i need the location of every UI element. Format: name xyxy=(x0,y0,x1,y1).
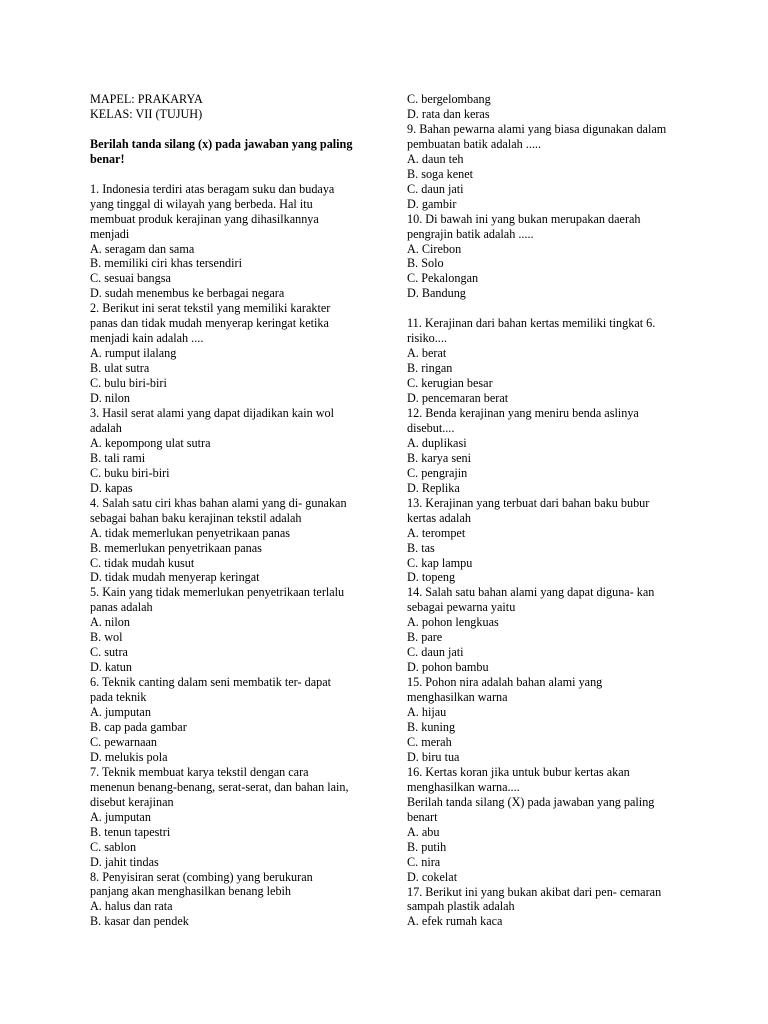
option-line: D. nilon xyxy=(90,391,130,406)
question-line: pengrajin batik adalah ..... xyxy=(407,226,534,241)
text-line xyxy=(90,122,375,137)
option-line: B. tenun tapestri xyxy=(90,824,171,839)
option-line: A. abu xyxy=(407,824,440,839)
question-line: menghasilkan warna xyxy=(407,690,508,705)
option-line: C. pengrajin xyxy=(407,465,468,480)
option-line: C. buku biri-biri xyxy=(90,465,170,480)
question-line: 17. Berikut ini yang bukan akibat dari pen- cemaran xyxy=(407,884,662,899)
question-line: 1. Indonesia terdiri atas beragam suku dan budaya xyxy=(90,181,335,196)
option-line: B. cap pada gambar xyxy=(90,720,187,734)
option-line: C. bulu biri-biri xyxy=(90,376,167,391)
question-line: 2. Berikut ini serat tekstil yang memiliki karakter xyxy=(90,301,331,316)
question-line: pembuatan batik adalah ..... xyxy=(407,136,542,151)
option-line: C. daun jati xyxy=(407,645,464,660)
left-column xyxy=(90,92,375,929)
question-line: panas adalah xyxy=(90,600,153,615)
option-line: C. nira xyxy=(407,854,441,869)
option-line: D. cokelat xyxy=(407,869,458,884)
question-line: 10. Di bawah ini yang bukan merupakan daerah xyxy=(407,211,641,226)
option-line: A. jumputan xyxy=(90,809,151,824)
option-line: A. hijau xyxy=(407,705,447,720)
option-line: C. kap lampu xyxy=(407,555,473,570)
instruction-line: benart xyxy=(407,809,438,824)
question-line: sebagai pewarna yaitu xyxy=(407,600,516,615)
option-line: A. duplikasi xyxy=(407,435,467,450)
option-line: A. seragam dan sama xyxy=(90,241,195,256)
subject-line: MAPEL: PRAKARYA xyxy=(90,92,203,106)
option-line: C. sablon xyxy=(90,839,137,854)
question-line: panas dan tidak mudah menyerap keringat ketika xyxy=(90,316,329,331)
option-line: B. ringan xyxy=(407,361,453,376)
question-line: menenun benang-benang, serat-serat, dan bahan lain, xyxy=(90,779,349,794)
question-line: pada teknik xyxy=(90,690,147,705)
right-column xyxy=(407,92,692,929)
option-line: D. biru tua xyxy=(407,749,460,764)
option-line: A. kepompong ulat sutra xyxy=(90,435,211,450)
option-line: A. pohon lengkuas xyxy=(407,615,499,630)
question-line: menjadi kain adalah .... xyxy=(90,331,204,346)
option-line: C. Pekalongan xyxy=(407,271,479,286)
question-line: adalah xyxy=(90,420,122,435)
question-line: 16. Kertas koran jika untuk bubur kertas akan xyxy=(407,764,630,779)
question-line: 13. Kerajinan yang terbuat dari bahan baku bubur xyxy=(407,495,650,510)
option-line: B. memiliki ciri khas tersendiri xyxy=(90,256,242,271)
option-line: D. gambir xyxy=(407,196,457,211)
option-line: B. putih xyxy=(407,839,447,854)
option-line: D. tidak mudah menyerap keringat xyxy=(90,570,260,585)
option-line: C. merah xyxy=(407,734,452,749)
option-line: B. tas xyxy=(407,540,435,555)
instruction-line: Berilah tanda silang (X) pada jawaban yang paling xyxy=(407,794,655,809)
option-line: D. pencemaran berat xyxy=(407,391,509,406)
option-line: A. berat xyxy=(407,346,447,361)
option-line: A. rumput ilalang xyxy=(90,346,177,361)
option-line: B. Solo xyxy=(407,256,444,271)
option-line: B. kuning xyxy=(407,720,456,735)
option-line: D. pohon bambu xyxy=(407,660,489,675)
question-line: sampah plastik adalah xyxy=(407,899,515,914)
option-line: B. ulat sutra xyxy=(90,361,150,376)
option-line: C. sutra xyxy=(90,645,128,660)
text-line xyxy=(407,301,692,316)
option-line: D. melukis pola xyxy=(90,749,168,764)
option-line: B. tali rami xyxy=(90,450,146,465)
option-line: C. pewarnaan xyxy=(90,734,158,749)
question-line: 7. Teknik membuat karya tekstil dengan cara xyxy=(90,764,309,779)
question-line: panjang akan menghasilkan benang lebih xyxy=(90,884,292,899)
question-line: disebut kerajinan xyxy=(90,794,174,809)
class-line: KELAS: VII (TUJUH) xyxy=(90,106,203,121)
instruction-line: Berilah tanda silang (x) pada jawaban yang paling xyxy=(90,136,353,151)
question-line: 14. Salah satu bahan alami yang dapat diguna- kan xyxy=(407,585,655,600)
question-line: 9. Bahan pewarna alami yang biasa digunakan dalam xyxy=(407,121,667,136)
option-line: D. rata dan keras xyxy=(407,106,490,121)
question-line: 5. Kain yang tidak memerlukan penyetrikaan terlalu xyxy=(90,585,345,600)
question-line: membuat produk kerajinan yang dihasilkannya xyxy=(90,211,319,226)
option-line: B. soga kenet xyxy=(407,166,474,181)
question-line: menghasilkan warna.... xyxy=(407,779,520,794)
option-line: B. kasar dan pendek xyxy=(90,914,189,929)
option-line: A. Cirebon xyxy=(407,241,462,256)
option-line: D. jahit tindas xyxy=(90,854,159,869)
question-line: 15. Pohon nira adalah bahan alami yang xyxy=(407,675,603,690)
question-line: 11. Kerajinan dari bahan kertas memiliki tingkat 6. xyxy=(407,316,656,331)
option-line: D. katun xyxy=(90,660,132,675)
question-line: disebut.... xyxy=(407,420,455,435)
question-line: kertas adalah xyxy=(407,510,471,525)
option-line: A. daun teh xyxy=(407,151,464,166)
option-line: D. topeng xyxy=(407,570,456,585)
question-line: 3. Hasil serat alami yang dapat dijadikan kain wol xyxy=(90,405,335,420)
option-line: C. bergelombang xyxy=(407,92,491,106)
option-line: D. Bandung xyxy=(407,286,466,301)
option-line: D. Replika xyxy=(407,480,460,495)
option-line: B. pare xyxy=(407,630,443,645)
option-line: A. nilon xyxy=(90,615,130,630)
option-line: C. tidak mudah kusut xyxy=(90,555,195,570)
question-line: 8. Penyisiran serat (combing) yang berukuran xyxy=(90,869,313,884)
question-line: 4. Salah satu ciri khas bahan alami yang di- gunakan xyxy=(90,495,347,510)
option-line: A. tidak memerlukan penyetrikaan panas xyxy=(90,525,291,540)
option-line: B. memerlukan penyetrikaan panas xyxy=(90,540,262,555)
option-line: C. kerugian besar xyxy=(407,376,493,391)
question-line: yang tinggal di wilayah yang berbeda. Hal itu xyxy=(90,196,313,211)
instruction-line: benar! xyxy=(90,151,125,166)
option-line: A. efek rumah kaca xyxy=(407,914,503,929)
option-line: A. jumputan xyxy=(90,705,151,720)
question-line: risiko.... xyxy=(407,331,447,346)
option-line: C. daun jati xyxy=(407,181,464,196)
question-line: menjadi xyxy=(90,226,130,241)
question-line: 12. Benda kerajinan yang meniru benda aslinya xyxy=(407,406,639,420)
option-line: A. halus dan rata xyxy=(90,899,173,914)
question-line: 6. Teknik canting dalam seni membatik ter- dapat xyxy=(90,675,331,690)
option-line: A. terompet xyxy=(407,525,466,540)
option-line: B. wol xyxy=(90,630,123,645)
question-line: sebagai bahan baku kerajinan tekstil adalah xyxy=(90,510,302,525)
text-line xyxy=(90,167,375,182)
option-line: C. sesuai bangsa xyxy=(90,271,171,286)
option-line: D. kapas xyxy=(90,480,133,495)
option-line: B. karya seni xyxy=(407,450,471,465)
option-line: D. sudah menembus ke berbagai negara xyxy=(90,286,285,301)
